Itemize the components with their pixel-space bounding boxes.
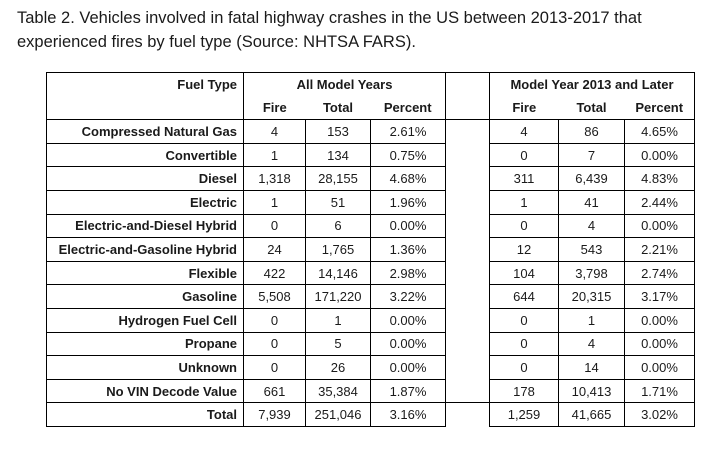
- cell-pct1: 1.36%: [371, 238, 446, 262]
- cell-total2: 3,798: [559, 261, 625, 285]
- cell-pct2: 0.00%: [625, 308, 695, 332]
- column-spacer: [446, 143, 490, 167]
- cell-total1: 153: [306, 120, 371, 144]
- cell-fire2: 4: [490, 120, 559, 144]
- cell-pct2: 4.83%: [625, 167, 695, 191]
- header-blank: [47, 96, 244, 120]
- cell-pct1: 2.98%: [371, 261, 446, 285]
- header-percent-2: Percent: [625, 96, 695, 120]
- header-total-2: Total: [559, 96, 625, 120]
- table-row: [47, 143, 695, 167]
- row-label: Convertible: [47, 143, 244, 167]
- column-spacer: [446, 332, 490, 356]
- row-label: Electric: [47, 190, 244, 214]
- column-spacer: [446, 403, 490, 427]
- table-row: [47, 120, 695, 144]
- cell-total2: 6,439: [559, 167, 625, 191]
- table-row: [47, 379, 695, 403]
- cell-pct1: 0.00%: [371, 214, 446, 238]
- cell-total1: 5: [306, 332, 371, 356]
- column-spacer: [446, 356, 490, 380]
- row-label: Diesel: [47, 167, 244, 191]
- row-label: Electric-and-Gasoline Hybrid: [47, 238, 244, 262]
- cell-pct2: 0.00%: [625, 356, 695, 380]
- caption-line-2: experienced fires by fuel type (Source: NHTSA FARS).: [17, 33, 416, 51]
- cell-fire1: 0: [244, 214, 306, 238]
- cell-pct1: 0.00%: [371, 308, 446, 332]
- cell-pct2: 0.00%: [625, 332, 695, 356]
- cell-pct1: 3.22%: [371, 285, 446, 309]
- cell-total1: 14,146: [306, 261, 371, 285]
- row-label: Electric-and-Diesel Hybrid: [47, 214, 244, 238]
- table-row: [47, 332, 695, 356]
- row-label: Total: [47, 403, 244, 427]
- cell-fire1: 1,318: [244, 167, 306, 191]
- cell-pct1: 2.61%: [371, 120, 446, 144]
- column-spacer: [446, 261, 490, 285]
- cell-fire2: 178: [490, 379, 559, 403]
- cell-pct1: 1.96%: [371, 190, 446, 214]
- cell-total1: 28,155: [306, 167, 371, 191]
- column-spacer: [446, 167, 490, 191]
- cell-total1: 134: [306, 143, 371, 167]
- cell-total1: 1: [306, 308, 371, 332]
- cell-fire1: 7,939: [244, 403, 306, 427]
- table-caption: [17, 6, 697, 54]
- cell-fire1: 422: [244, 261, 306, 285]
- header-total-1: Total: [306, 96, 371, 120]
- column-spacer: [446, 214, 490, 238]
- cell-fire2: 0: [490, 332, 559, 356]
- cell-pct1: 0.00%: [371, 356, 446, 380]
- cell-fire2: 12: [490, 238, 559, 262]
- cell-total2: 14: [559, 356, 625, 380]
- header-group-all-model-years: All Model Years: [244, 73, 446, 97]
- table-row: [47, 308, 695, 332]
- column-spacer: [446, 120, 490, 144]
- cell-pct2: 2.21%: [625, 238, 695, 262]
- cell-fire2: 0: [490, 308, 559, 332]
- cell-total2: 4: [559, 332, 625, 356]
- cell-pct2: 2.74%: [625, 261, 695, 285]
- cell-pct2: 0.00%: [625, 214, 695, 238]
- cell-fire1: 1: [244, 143, 306, 167]
- caption-line-1: Table 2. Vehicles involved in fatal highway crashes in the US between 2013-2017 that: [17, 9, 642, 27]
- cell-fire1: 0: [244, 356, 306, 380]
- cell-fire2: 104: [490, 261, 559, 285]
- cell-fire1: 661: [244, 379, 306, 403]
- row-label: Gasoline: [47, 285, 244, 309]
- column-spacer: [446, 379, 490, 403]
- cell-total1: 251,046: [306, 403, 371, 427]
- cell-total2: 10,413: [559, 379, 625, 403]
- cell-pct1: 0.00%: [371, 332, 446, 356]
- cell-fire2: 311: [490, 167, 559, 191]
- cell-fire2: 1: [490, 190, 559, 214]
- header-row-groups: [47, 73, 695, 97]
- cell-fire1: 1: [244, 190, 306, 214]
- cell-fire1: 0: [244, 332, 306, 356]
- fuel-type-fire-table: [46, 72, 695, 427]
- cell-total2: 4: [559, 214, 625, 238]
- column-spacer: [446, 285, 490, 309]
- table-row: [47, 167, 695, 191]
- cell-fire1: 5,508: [244, 285, 306, 309]
- row-label: Hydrogen Fuel Cell: [47, 308, 244, 332]
- header-spacer: [446, 73, 490, 97]
- table-row: [47, 190, 695, 214]
- cell-pct1: 4.68%: [371, 167, 446, 191]
- cell-total1: 1,765: [306, 238, 371, 262]
- cell-total2: 1: [559, 308, 625, 332]
- table-row: [47, 261, 695, 285]
- cell-pct2: 3.17%: [625, 285, 695, 309]
- cell-fire1: 4: [244, 120, 306, 144]
- header-fuel-type: Fuel Type: [47, 73, 244, 97]
- column-spacer: [446, 190, 490, 214]
- cell-pct2: 1.71%: [625, 379, 695, 403]
- cell-fire2: 0: [490, 143, 559, 167]
- cell-pct2: 2.44%: [625, 190, 695, 214]
- cell-total1: 6: [306, 214, 371, 238]
- column-spacer: [446, 238, 490, 262]
- header-percent-1: Percent: [371, 96, 446, 120]
- column-spacer: [446, 308, 490, 332]
- header-fire-1: Fire: [244, 96, 306, 120]
- row-label: No VIN Decode Value: [47, 379, 244, 403]
- cell-total2: 41: [559, 190, 625, 214]
- cell-fire2: 0: [490, 214, 559, 238]
- header-row-columns: [47, 96, 695, 120]
- cell-fire2: 1,259: [490, 403, 559, 427]
- cell-total1: 171,220: [306, 285, 371, 309]
- cell-pct2: 4.65%: [625, 120, 695, 144]
- row-label: Unknown: [47, 356, 244, 380]
- table-row: [47, 356, 695, 380]
- cell-total1: 51: [306, 190, 371, 214]
- cell-total2: 86: [559, 120, 625, 144]
- header-spacer-2: [446, 96, 490, 120]
- table-row: [47, 403, 695, 427]
- cell-pct1: 1.87%: [371, 379, 446, 403]
- cell-total1: 26: [306, 356, 371, 380]
- cell-fire1: 0: [244, 308, 306, 332]
- cell-total2: 41,665: [559, 403, 625, 427]
- cell-total1: 35,384: [306, 379, 371, 403]
- cell-total2: 20,315: [559, 285, 625, 309]
- cell-pct2: 0.00%: [625, 143, 695, 167]
- cell-fire1: 24: [244, 238, 306, 262]
- row-label: Compressed Natural Gas: [47, 120, 244, 144]
- table-row: [47, 214, 695, 238]
- table-row: [47, 238, 695, 262]
- header-fire-2: Fire: [490, 96, 559, 120]
- cell-total2: 7: [559, 143, 625, 167]
- table-row: [47, 285, 695, 309]
- cell-fire2: 644: [490, 285, 559, 309]
- row-label: Propane: [47, 332, 244, 356]
- header-group-model-year-2013-later: Model Year 2013 and Later: [490, 73, 695, 97]
- cell-pct1: 0.75%: [371, 143, 446, 167]
- cell-total2: 543: [559, 238, 625, 262]
- cell-pct2: 3.02%: [625, 403, 695, 427]
- row-label: Flexible: [47, 261, 244, 285]
- cell-fire2: 0: [490, 356, 559, 380]
- cell-pct1: 3.16%: [371, 403, 446, 427]
